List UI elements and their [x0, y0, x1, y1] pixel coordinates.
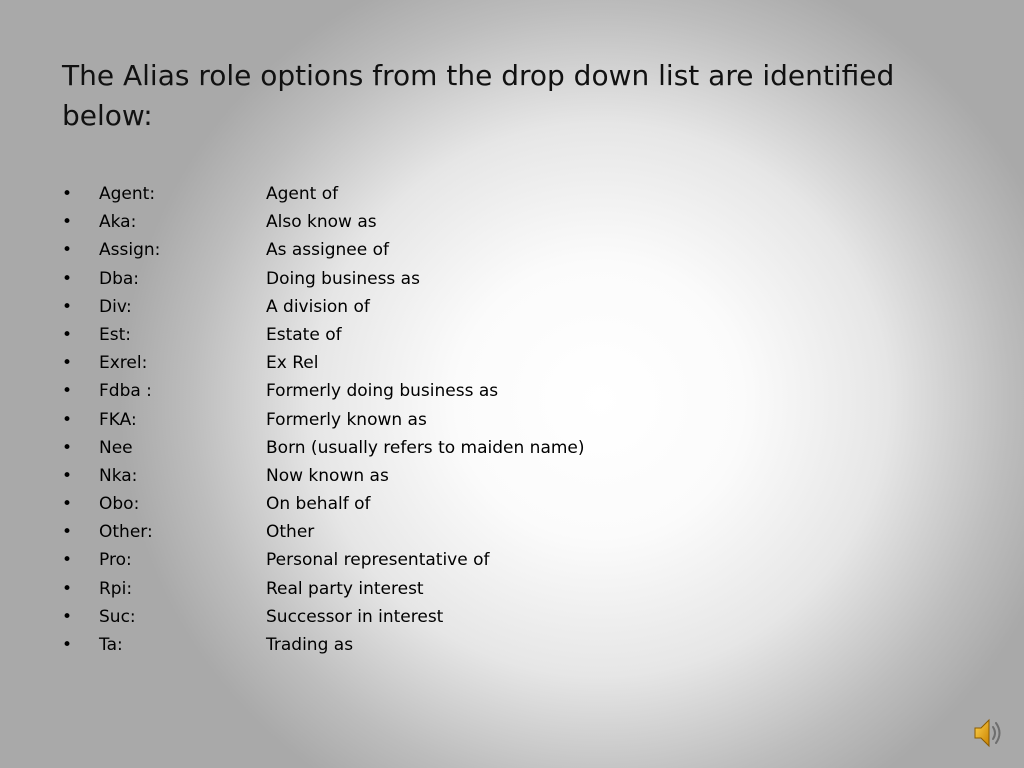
alias-meaning: Agent of — [266, 184, 339, 204]
bullet: • — [62, 437, 73, 458]
alias-code: Obo: — [99, 494, 140, 515]
alias-code: Pro: — [99, 550, 132, 571]
bullet: • — [62, 550, 73, 571]
bullet: • — [62, 324, 73, 345]
bullet: • — [62, 296, 73, 317]
bullet: • — [62, 465, 73, 486]
bullet: • — [62, 268, 73, 289]
slide-title: The Alias role options from the drop down list are identified below: — [62, 59, 895, 132]
alias-code: Exrel: — [99, 353, 148, 374]
speaker-icon[interactable] — [972, 716, 1004, 750]
alias-meaning: Doing business as — [266, 268, 420, 289]
alias-meaning: Formerly doing business as — [266, 381, 499, 402]
alias-code: Suc: — [99, 606, 136, 627]
alias-code: Rpi: — [99, 578, 133, 599]
alias-meaning: On behalf of — [266, 494, 371, 515]
alias-meaning: Real party interest — [266, 578, 424, 599]
bullet: • — [62, 578, 73, 599]
alias-meaning: Born (usually refers to maiden name) — [266, 437, 585, 458]
alias-meaning: A division of — [266, 296, 370, 317]
bullet: • — [62, 494, 73, 515]
alias-code: Other: — [99, 522, 153, 543]
bullet: • — [62, 212, 73, 233]
bullet: • — [62, 240, 73, 261]
alias-meaning: Now known as — [266, 465, 389, 486]
alias-code: Assign: — [99, 240, 161, 261]
alias-code: Est: — [99, 324, 131, 345]
alias-code: Aka: — [99, 212, 137, 233]
alias-code: Ta: — [99, 635, 123, 655]
bullet: • — [62, 184, 73, 204]
alias-code: Div: — [99, 296, 132, 317]
alias-meaning: Also know as — [266, 212, 377, 233]
alias-meaning: Trading as — [266, 635, 354, 655]
alias-code: Nee — [99, 437, 133, 458]
alias-code: Agent: — [99, 184, 156, 204]
bullet: • — [62, 606, 73, 627]
alias-meaning: As assignee of — [266, 240, 390, 261]
bullet: • — [62, 635, 73, 655]
alias-code: FKA: — [99, 409, 137, 430]
alias-meaning: Ex Rel — [266, 353, 319, 374]
bullet: • — [62, 381, 73, 402]
alias-code: Nka: — [99, 465, 138, 486]
speaker-icon-graphic — [972, 716, 1004, 750]
alias-meaning: Formerly known as — [266, 409, 427, 430]
bullet: • — [62, 353, 73, 374]
alias-meaning: Personal representative of — [266, 550, 490, 571]
alias-meaning: Estate of — [266, 324, 342, 345]
alias-meaning: Other — [266, 522, 315, 543]
bullet: • — [62, 522, 73, 543]
alias-meaning: Successor in interest — [266, 606, 444, 627]
alias-code: Fdba : — [99, 381, 152, 402]
alias-code: Dba: — [99, 268, 140, 289]
bullet: • — [62, 409, 73, 430]
